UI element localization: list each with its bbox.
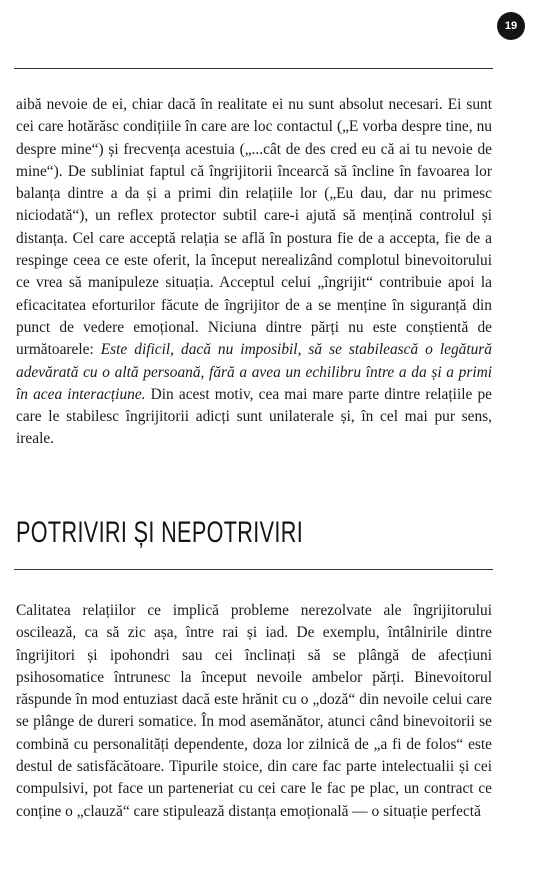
page-number-badge: 19 (497, 12, 525, 40)
paragraph-1-italic: Este dificil, dacă nu imposibil, să se stabilească o legătură adevărată cu o altă persoană, fără a avea un echilibru între a da și a primi în acea interacțiune. (16, 341, 492, 403)
paragraph-1-text: aibă nevoie de ei, chiar dacă în realitate ei nu sunt absolut necesari. Ei sunt cei care hotărăsc condițiile în care are loc contactul („E vorba despre tine, nu despre mine“) și frecvența acestuia („...cât de des cred eu că ai tu nevoie de mine“). De subliniat faptul că îngrijitorii încearcă să încline în favoarea lor balanța dintre a da și a primi din relațiile lor („Eu dau, dar nu primesc niciodată“), un reflex protector subtil care-i ajută să mențină controlul și distanța. Cel care acceptă relația se află în postura fie de a accepta, fie de a respinge ceea ce este oferit, la început nerealizând complotul binevoitorului ce vrea să manipuleze situația. Acceptul celui „îngrijit“ contribuie apoi la eficacitatea eforturilor făcute de îngrijitor de a se menține în siguranță din punct de vedere emoțional. Niciuna dintre părți nu este conștientă de următoarele: (16, 96, 492, 359)
section-heading: POTRIVIRI ȘI NEPOTRIVIRI (16, 516, 304, 549)
top-rule (14, 68, 493, 69)
body-paragraph-1 (16, 94, 492, 451)
body-paragraph-2: Calitatea relațiilor ce implică probleme nerezolvate ale îngrijitorului oscilează, ca să zic așa, între rai și iad. De exemplu, întâlnirile dintre îngrijitori și ipohondri sau cei înclinați să se plângă de afecțiuni psihosomatice întrunesc la început nevoile ambelor părți. Binevoitorul răspunde în mod entuziast dacă este hrănit cu o „doză“ din nevoile celui care se plânge de dureri somatice. În mod asemănător, atunci când binevoitorii se combină cu personalități dependente, doza lor zilnică de „a fi de folos“ este destul de satisfăcătoare. Tipurile stoice, din care fac parte intelectualii și cei compulsivi, pot face un parteneriat cu cei care le fac pe plac, un contract ce conține o „clauză“ care stipulează distanța emoțională — o situație perfectă (16, 602, 492, 820)
heading-rule (14, 569, 493, 570)
paragraph-1-ending: Din acest motiv, cea mai mare parte dintre relațiile pe care le stabilesc îngrijitorii adicți sunt unilaterale și, în cel mai pur sens, ireale. (16, 385, 492, 448)
